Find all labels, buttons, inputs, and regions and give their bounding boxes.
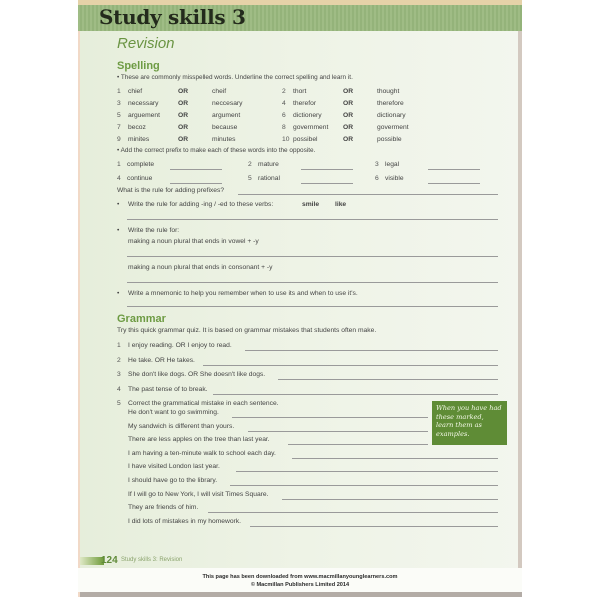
sentence-text: I did lots of mistakes in my homework.: [128, 517, 241, 525]
prefix-word: visible: [385, 175, 404, 182]
plural-question: Write the rule for:: [128, 227, 180, 234]
answer-line[interactable]: [232, 417, 428, 418]
page-edge: [80, 592, 522, 597]
or-label: OR: [343, 124, 354, 131]
sentence-text: I should have go to the library.: [128, 477, 218, 484]
answer-line[interactable]: [250, 526, 498, 527]
grammar-heading: Grammar: [117, 313, 166, 325]
question-number: 3: [117, 371, 121, 378]
prefix-answer-line[interactable]: [301, 183, 353, 184]
question-text: I enjoy reading. OR I enjoy to read.: [128, 342, 232, 349]
prefix-answer-line[interactable]: [301, 169, 353, 170]
spelling-option-a[interactable]: arguement: [128, 112, 160, 119]
download-note: [0, 573, 600, 589]
verb-smile: smile: [302, 201, 320, 208]
or-label: OR: [178, 124, 189, 131]
answer-line[interactable]: [245, 350, 498, 351]
copyright: © Macmillan Publishers Limited 2014: [250, 582, 350, 588]
item-number: 1: [117, 161, 121, 168]
item-number: 6: [282, 112, 286, 119]
or-label: OR: [343, 136, 354, 143]
item-number: 2: [282, 88, 286, 95]
answer-line[interactable]: [292, 458, 498, 459]
question-number: 4: [117, 385, 121, 393]
bullet: •: [117, 201, 120, 208]
spelling-heading: Spelling: [117, 60, 160, 72]
answer-line[interactable]: [230, 485, 498, 486]
spelling-option-b[interactable]: goverment: [377, 124, 409, 131]
question-number: 5: [117, 400, 121, 407]
sentence-text: I have visited London last year.: [128, 463, 220, 471]
answer-line[interactable]: [127, 282, 498, 283]
prefix-answer-line[interactable]: [170, 183, 222, 184]
item-number: 4: [117, 175, 121, 182]
spelling-option-a[interactable]: thort: [293, 88, 307, 95]
answer-line[interactable]: [213, 394, 498, 395]
or-label: OR: [178, 88, 189, 95]
spelling-option-a[interactable]: dictionery: [293, 112, 322, 119]
answer-line[interactable]: [127, 256, 498, 257]
plural-consonant-y: making a noun plural that ends in consonant + -y: [128, 264, 273, 271]
tip-box: When you have had these marked, learn them as examples.: [432, 401, 507, 445]
question-text: She don't like dogs. OR She doesn't like dogs.: [128, 371, 266, 378]
spelling-option-a[interactable]: possibel: [293, 136, 318, 143]
prefix-answer-line[interactable]: [170, 169, 222, 170]
page-title: Study skills 3: [99, 5, 246, 29]
spelling-option-a[interactable]: chief: [128, 88, 143, 95]
sentence-text: He don't want to go swimming.: [128, 409, 219, 416]
question-text: The past tense of to break.: [128, 385, 208, 393]
bullet: •: [117, 290, 120, 297]
spelling-option-a[interactable]: becoz: [128, 124, 146, 131]
verb-like: like: [335, 201, 347, 208]
answer-line[interactable]: [288, 444, 428, 445]
spelling-instruction: • These are commonly misspelled words. Underline the correct spelling and learn it.: [117, 74, 353, 81]
item-number: 10: [282, 136, 290, 143]
answer-line[interactable]: [236, 471, 498, 472]
question-number: 1: [117, 342, 121, 349]
prefix-word: mature: [258, 161, 279, 168]
download-source: This page has been downloaded from www.macmillanyounglearners.com: [202, 574, 398, 580]
prefix-word: rational: [258, 175, 280, 182]
or-label: OR: [178, 100, 189, 107]
prefix-rule-question: What is the rule for adding prefixes?: [117, 187, 225, 194]
spelling-option-b[interactable]: minutes: [212, 136, 236, 143]
page-subtitle: Revision: [117, 35, 175, 52]
question-text: Correct the grammatical mistake in each sentence.: [128, 400, 279, 407]
spelling-option-b[interactable]: neccesary: [212, 100, 243, 107]
plural-vowel-y: making a noun plural that ends in vowel + -y: [128, 238, 259, 245]
spelling-option-b[interactable]: argument: [212, 112, 241, 119]
item-number: 3: [375, 161, 379, 168]
spelling-option-b[interactable]: because: [212, 124, 238, 131]
item-number: 9: [117, 136, 121, 143]
or-label: OR: [343, 100, 354, 107]
item-number: 5: [248, 175, 252, 182]
answer-line[interactable]: [127, 306, 498, 307]
answer-line[interactable]: [127, 219, 498, 220]
prefix-word: complete: [127, 161, 155, 168]
sentence-text: There are less apples on the tree than last year.: [128, 436, 270, 444]
answer-line[interactable]: [278, 379, 498, 380]
prefix-word: legal: [385, 161, 400, 168]
sentence-text: They are friends of him.: [128, 504, 199, 512]
or-label: OR: [343, 88, 354, 95]
sentence-text: My sandwich is different than yours.: [128, 422, 235, 430]
or-label: OR: [343, 112, 354, 119]
item-number: 4: [282, 100, 286, 107]
answer-line[interactable]: [238, 194, 498, 195]
ing-ed-question: Write the rule for adding -ing / -ed to these verbs:: [128, 201, 274, 208]
spelling-option-a[interactable]: therefor: [293, 100, 317, 107]
answer-line[interactable]: [282, 499, 498, 500]
question-text: He take. OR He takes.: [128, 356, 195, 364]
sentence-text: If I will go to New York, I will visit Times Square.: [128, 490, 269, 498]
spelling-option-b[interactable]: cheif: [212, 88, 227, 95]
mnemonic-question: Write a mnemonic to help you remember when to use its and when to use it's.: [128, 290, 358, 297]
item-number: 5: [117, 112, 121, 119]
spelling-option-b[interactable]: thought: [377, 88, 400, 95]
prefix-answer-line[interactable]: [428, 183, 480, 184]
bullet: •: [117, 227, 120, 234]
prefix-answer-line[interactable]: [428, 169, 480, 170]
answer-line[interactable]: [203, 365, 498, 366]
spelling-option-a[interactable]: necessary: [128, 100, 159, 107]
page-number: 124: [101, 555, 118, 566]
spelling-option-b[interactable]: possible: [377, 136, 402, 143]
or-label: OR: [178, 136, 189, 143]
item-number: 1: [117, 88, 121, 95]
spelling-option-b[interactable]: dictionary: [377, 112, 406, 119]
prefix-instruction: • Add the correct prefix to make each of these words into the opposite.: [117, 147, 316, 154]
item-number: 3: [117, 100, 121, 107]
spelling-option-b[interactable]: therefore: [377, 100, 404, 107]
grammar-intro: Try this quick grammar quiz. It is based on grammar mistakes that students often make.: [117, 327, 377, 334]
spelling-option-a[interactable]: minites: [128, 136, 150, 143]
question-number: 2: [117, 356, 121, 364]
or-label: OR: [178, 112, 189, 119]
item-number: 7: [117, 124, 121, 131]
sentence-text: I am having a ten-minute walk to school each day.: [128, 449, 276, 457]
answer-line[interactable]: [208, 512, 498, 513]
spelling-option-a[interactable]: government: [293, 124, 329, 131]
item-number: 6: [375, 175, 379, 182]
item-number: 8: [282, 124, 286, 131]
prefix-word: continue: [127, 175, 153, 182]
footer-section-title: Study skills 3: Revision: [121, 557, 183, 563]
answer-line[interactable]: [248, 431, 428, 432]
item-number: 2: [248, 161, 252, 168]
